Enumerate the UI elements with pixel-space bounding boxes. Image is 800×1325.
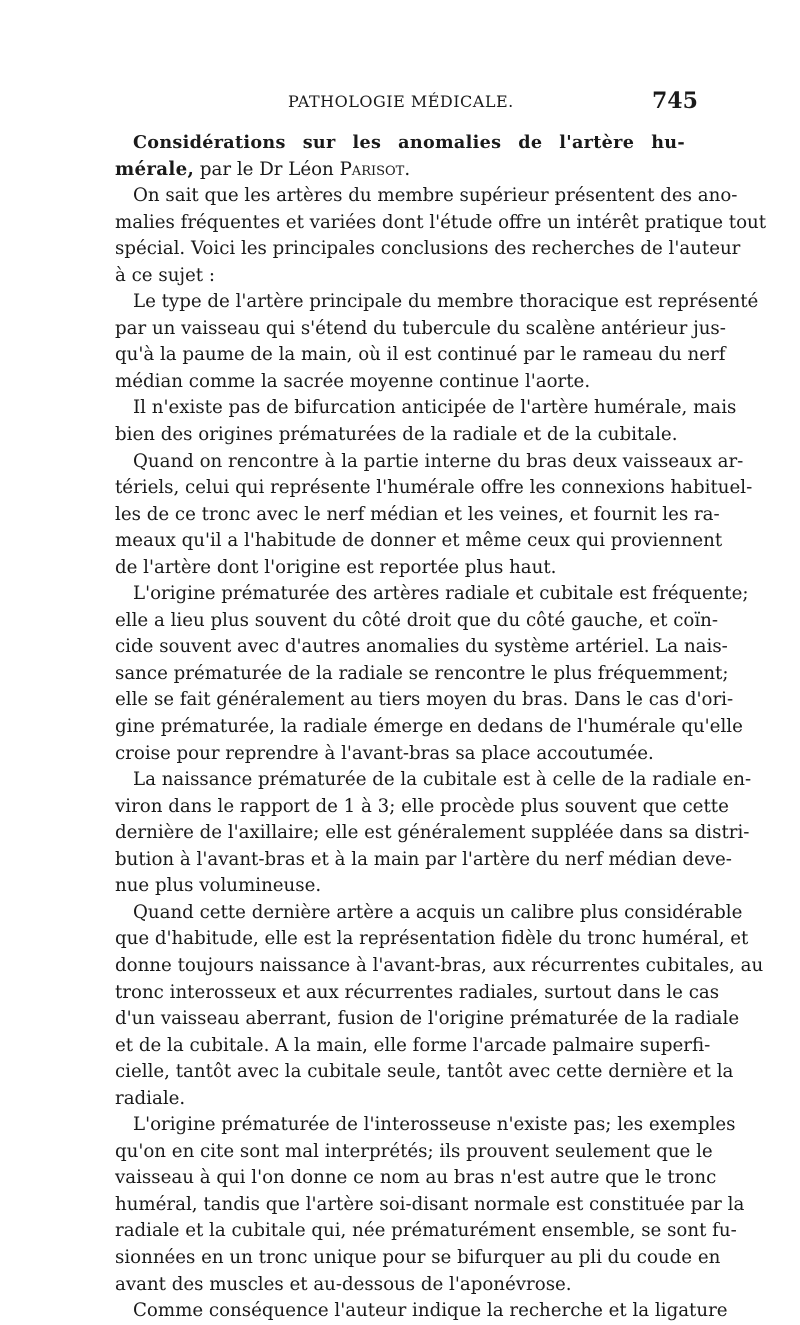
text-line: qu'à la paume de la main, où il est continué par le rameau du nerf <box>115 344 726 366</box>
text-line: malies fréquentes et variées dont l'étude offre un intérêt pratique tout <box>115 211 767 233</box>
text-line: bien des origines prématurées de la radiale et de la cubitale. <box>115 424 678 446</box>
running-header <box>0 88 800 118</box>
text-line: les de ce tronc avec le nerf médian et les veines, et fournit les ra- <box>115 503 720 525</box>
page-number: 745 <box>652 88 698 114</box>
text-line: Il n'existe pas de bifurcation anticipée de l'artère humérale, mais <box>133 397 737 419</box>
text-line: tériels, celui qui représente l'humérale offre les connexions habituel- <box>115 477 753 499</box>
text-line: tronc interosseux et aux récurrentes radiales, surtout dans le cas <box>115 981 720 1003</box>
text-line: vaisseau à qui l'on donne ce nom au bras n'est autre que le tronc <box>115 1167 717 1189</box>
text-line: médian comme la sacrée moyenne continue l'aorte. <box>115 370 591 392</box>
text-line: Quand on rencontre à la partie interne du bras deux vaisseaux ar- <box>133 450 744 472</box>
article-title: Considérations sur les anomalies de l'artère hu- <box>133 132 685 153</box>
text-line: avant des muscles et au-dessous de l'aponévrose. <box>115 1273 572 1295</box>
text-line: spécial. Voici les principales conclusions des recherches de l'auteur <box>115 238 741 260</box>
text-line: donne toujours naissance à l'avant-bras, aux récurrentes cubitales, au <box>115 954 764 976</box>
text-line: cide souvent avec d'autres anomalies du système artériel. La nais- <box>115 636 728 658</box>
byline-end: . <box>404 158 411 180</box>
text-line: de l'artère dont l'origine est reportée plus haut. <box>115 556 557 578</box>
text-line: dernière de l'axillaire; elle est généralement suppléée dans sa distri- <box>115 822 750 844</box>
text-line: à ce sujet : <box>115 264 216 286</box>
byline: par le Dr Léon <box>194 158 340 180</box>
text-line: par un vaisseau qui s'étend du tubercule du scalène antérieur jus- <box>115 317 726 339</box>
article-title-line-1 <box>115 130 685 157</box>
text-line: Quand cette dernière artère a acquis un calibre plus considérable <box>133 901 743 923</box>
text-line: Le type de l'artère principale du membre thoracique est représenté <box>133 291 759 313</box>
text-line: nue plus volumineuse. <box>115 875 322 897</box>
text-line: bution à l'avant-bras et à la main par l'artère du nerf médian deve- <box>115 848 732 870</box>
text-line: elle se fait généralement au tiers moyen du bras. Dans le cas d'ori- <box>115 689 734 711</box>
text-line: viron dans le rapport de 1 à 3; elle procède plus souvent que cette <box>115 795 729 817</box>
text-line: croise pour reprendre à l'avant-bras sa place accoutumée. <box>115 742 654 764</box>
text-line: sance prématurée de la radiale se rencontre le plus fréquemment; <box>115 662 729 684</box>
article-title-line-2 <box>115 157 685 184</box>
text-line: radiale et la cubitale qui, née prématurément ensemble, se sont fu- <box>115 1220 737 1242</box>
text-line: Comme conséquence l'auteur indique la recherche et la ligature <box>133 1300 728 1322</box>
text-line: L'origine prématurée des artères radiale et cubitale est fréquente; <box>133 583 749 605</box>
text-line: La naissance prématurée de la cubitale est à celle de la radiale en- <box>133 769 752 791</box>
text-line: que d'habitude, elle est la représentation fidèle du tronc huméral, et <box>115 928 749 950</box>
text-line: meaux qu'il a l'habitude de donner et même ceux qui proviennent <box>115 530 723 552</box>
text-line: qu'on en cite sont mal interprétés; ils prouvent seulement que le <box>115 1140 713 1162</box>
author-surname: Parisot <box>339 158 405 180</box>
text-line: L'origine prématurée de l'interosseuse n'existe pas; les exemples <box>133 1114 736 1136</box>
text-line: sionnées en un tronc unique pour se bifurquer au pli du coude en <box>115 1246 721 1268</box>
text-line: On sait que les artères du membre supérieur présentent des ano- <box>133 185 738 207</box>
text-line: cielle, tantôt avec la cubitale seule, tantôt avec cette dernière et la <box>115 1061 734 1083</box>
text-line: huméral, tandis que l'artère soi-disant normale est constituée par la <box>115 1193 745 1215</box>
text-line: elle a lieu plus souvent du côté droit que du côté gauche, et coïn- <box>115 609 719 631</box>
text-line: et de la cubitale. A la main, elle forme l'arcade palmaire superfi- <box>115 1034 711 1056</box>
text-line: gine prématurée, la radiale émerge en dedans de l'humérale qu'elle <box>115 716 743 738</box>
article-title-continued: mérale, <box>115 158 195 180</box>
text-line: d'un vaisseau aberrant, fusion de l'origine prématurée de la radiale <box>115 1008 740 1030</box>
running-title: PATHOLOGIE MÉDICALE. <box>288 92 514 111</box>
text-line: radiale. <box>115 1087 186 1109</box>
article-body <box>115 130 767 1325</box>
